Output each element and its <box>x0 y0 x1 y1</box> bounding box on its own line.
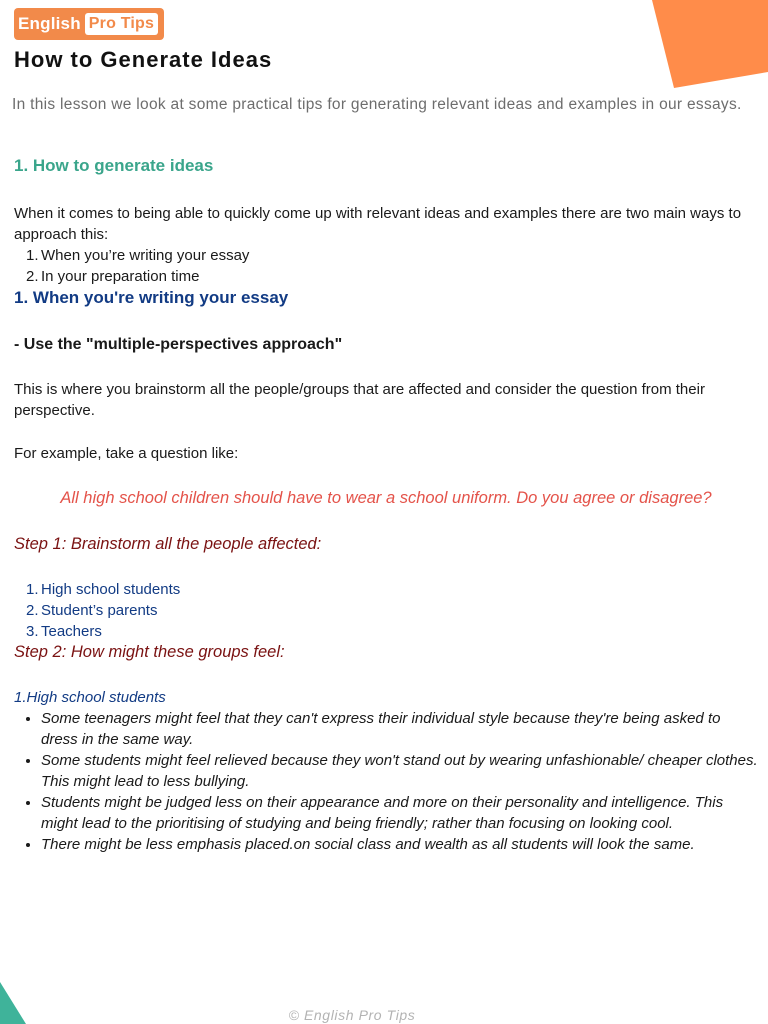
group-subheading: 1.High school students <box>14 689 166 706</box>
lesson-content <box>14 155 758 855</box>
section-heading-writing-essay: 1. When you're writing your essay <box>14 288 289 307</box>
affected-groups-list <box>14 579 758 642</box>
list-item: 2. Student’s parents <box>26 602 158 619</box>
step-1-heading: Step 1: Brainstorm all the people affected: <box>14 535 322 553</box>
example-intro: For example, take a question like: <box>14 445 239 462</box>
logo-word-pro-tips: Pro Tips <box>85 13 158 35</box>
section-heading-generate-ideas: 1. How to generate ideas <box>14 156 214 175</box>
list-item: • There might be less emphasis placed.on social class and wealth as all students will look the same. <box>41 834 758 855</box>
list-item: • Some students might feel relieved because they won't stand out by wearing unfashionable/ cheaper clothes. This might lead to less bullying. <box>41 750 758 792</box>
list-item: 2. In your preparation time <box>26 268 200 285</box>
example-question: All high school children should have to wear a school uniform. Do you agree or disagree? <box>60 489 712 507</box>
feelings-list <box>14 708 758 855</box>
step-2-heading: Step 2: How might these groups feel: <box>14 643 285 661</box>
logo-word-english: English <box>18 14 81 33</box>
page-title: How to Generate Ideas <box>14 47 273 72</box>
corner-decoration-bottom <box>0 982 26 1024</box>
list-item: • Students might be judged less on their appearance and more on their personality and intelligence. This might lead to the prioritising of studying and being friendly; rather than focusing on looking cool. <box>41 792 758 834</box>
subsection-heading-perspectives: - Use the "multiple-perspectives approach" <box>14 336 343 353</box>
list-item: • Some teenagers might feel that they can't express their individual style because they're being asked to dress in the same way. <box>41 708 758 750</box>
list-item: 1. High school students <box>26 581 181 598</box>
footer-copyright: © English Pro Tips <box>288 1007 416 1023</box>
list-item: 1. When you’re writing your essay <box>26 247 250 264</box>
brand-logo <box>14 8 164 40</box>
corner-decoration-top <box>648 0 768 90</box>
approach-list <box>14 245 758 287</box>
section-paragraph-approaches: When it comes to being able to quickly come up with relevant ideas and examples there are two main ways to approach this: <box>14 205 742 243</box>
brainstorm-paragraph: This is where you brainstorm all the people/groups that are affected and consider the question from their perspective. <box>14 381 705 419</box>
list-item: 3. Teachers <box>26 623 102 640</box>
intro-text: In this lesson we look at some practical tips for generating relevant ideas and examples in our essays. <box>12 96 742 113</box>
